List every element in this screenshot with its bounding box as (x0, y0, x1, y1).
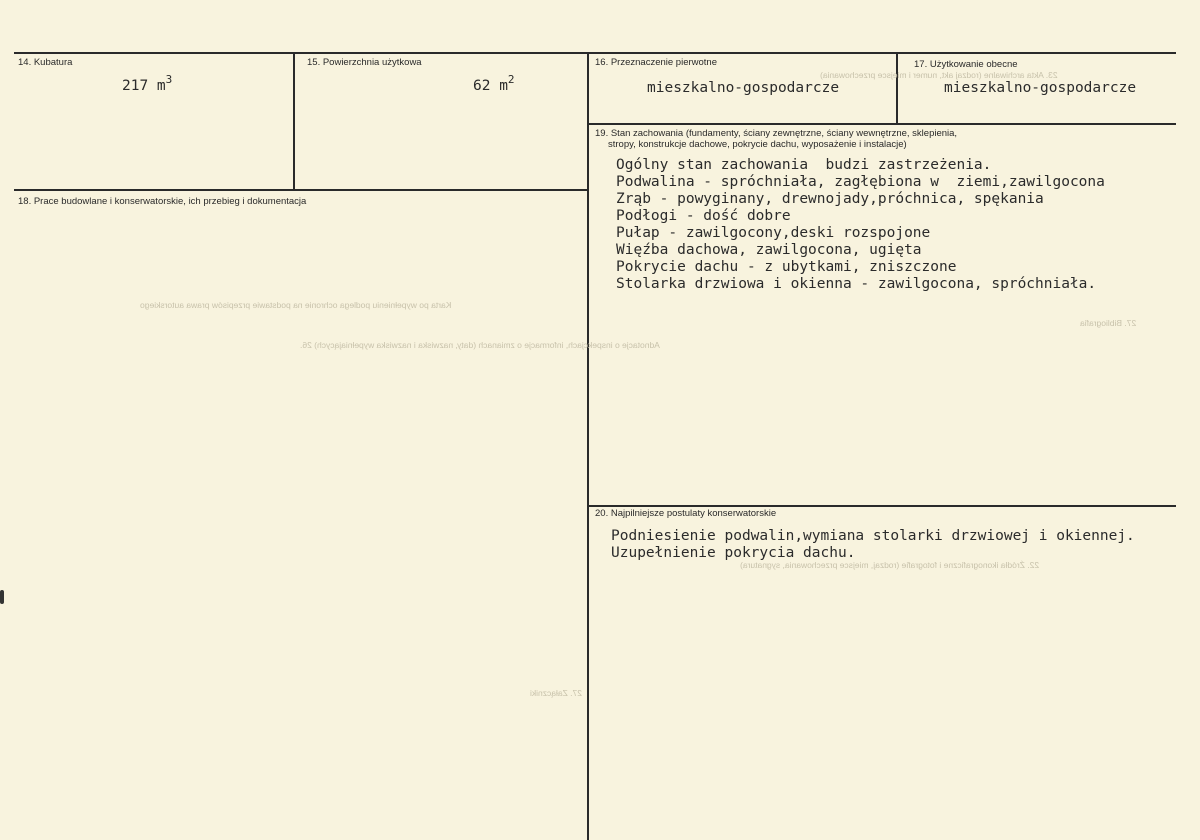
bleed-through-text: 27. Bibliografia (1080, 318, 1137, 328)
field-17-label: 17. Użytkowanie obecne (914, 59, 1018, 70)
field-17-value: mieszkalno-gospodarcze (944, 80, 1137, 96)
condition-line: Pułap - zawilgocony,deski rozspojone (616, 225, 931, 241)
line-under-14-15 (14, 189, 588, 191)
field-14-value (122, 73, 173, 94)
field-16-label: 16. Przeznaczenie pierwotne (595, 57, 717, 68)
field-15-value (473, 73, 515, 94)
cubature-value: 217 m (122, 78, 166, 94)
area-value: 62 m (473, 78, 508, 94)
bleed-through-text: Karta po wypełnieniu podlega ochronie na podstawie przepisów prawa autorskiego (140, 300, 452, 310)
field-16-value: mieszkalno-gospodarcze (647, 80, 840, 96)
postulate-line: Uzupełnienie pokrycia dachu. (611, 545, 856, 561)
condition-line: Podłogi - dość dobre (616, 208, 791, 224)
field-19-label-line2: stropy, konstrukcje dachowe, pokrycie dachu, wyposażenie i instalacje) (608, 139, 907, 150)
line-above-20 (587, 505, 1176, 507)
line-under-16-17 (587, 123, 1176, 125)
condition-line: Więźba dachowa, zawilgocona, ugięta (616, 242, 922, 258)
field-19-label-line1: 19. Stan zachowania (fundamenty, ściany zewnętrzne, ściany wewnętrzne, sklepienia, (595, 128, 958, 139)
field-20-label: 20. Najpilniejsze postulaty konserwatorskie (595, 508, 777, 519)
postulate-line: Podniesienie podwalin,wymiana stolarki drzwiowej i okiennej. (611, 528, 1135, 544)
field-18-label: 18. Prace budowlane i konserwatorskie, ich przebieg i dokumentacja (18, 196, 307, 207)
edge-mark (0, 590, 4, 604)
field-19-label (595, 128, 957, 150)
field-14-label: 14. Kubatura (18, 57, 73, 68)
field-15-label: 15. Powierzchnia użytkowa (307, 57, 422, 68)
cubature-exponent: 3 (165, 73, 173, 86)
divider-14-15 (293, 52, 295, 190)
bleed-through-text: 22. Źródła ikonograficzne i fotografie (rodzaj, miejsce przechowania, sygnatura) (740, 560, 1040, 570)
bleed-through-text: 27. Załączniki (530, 688, 582, 698)
condition-line: Podwalina - spróchniała, zagłębiona w ziemi,zawilgocona (616, 174, 1105, 190)
condition-line: Stolarka drzwiowa i okienna - zawilgocona, spróchniała. (616, 276, 1097, 292)
top-border (14, 52, 1176, 54)
bleed-through-text: 23. Akta archiwalne (rodzaj akt, numer i miejsce przechowania) (820, 70, 1058, 80)
area-exponent: 2 (507, 73, 515, 86)
center-divider (587, 52, 589, 840)
condition-line: Ogólny stan zachowania budzi zastrzeżenia. (616, 157, 992, 173)
bleed-through-text: Adnotacje o inspekcjach, informacje o zmianach (daty, nazwiska i nazwiska wypełniających) 26. (300, 340, 660, 350)
condition-line: Pokrycie dachu - z ubytkami, zniszczone (616, 259, 957, 275)
condition-line: Zrąb - powyginany, drewnojady,próchnica, spękania (616, 191, 1044, 207)
divider-16-17 (896, 52, 898, 124)
